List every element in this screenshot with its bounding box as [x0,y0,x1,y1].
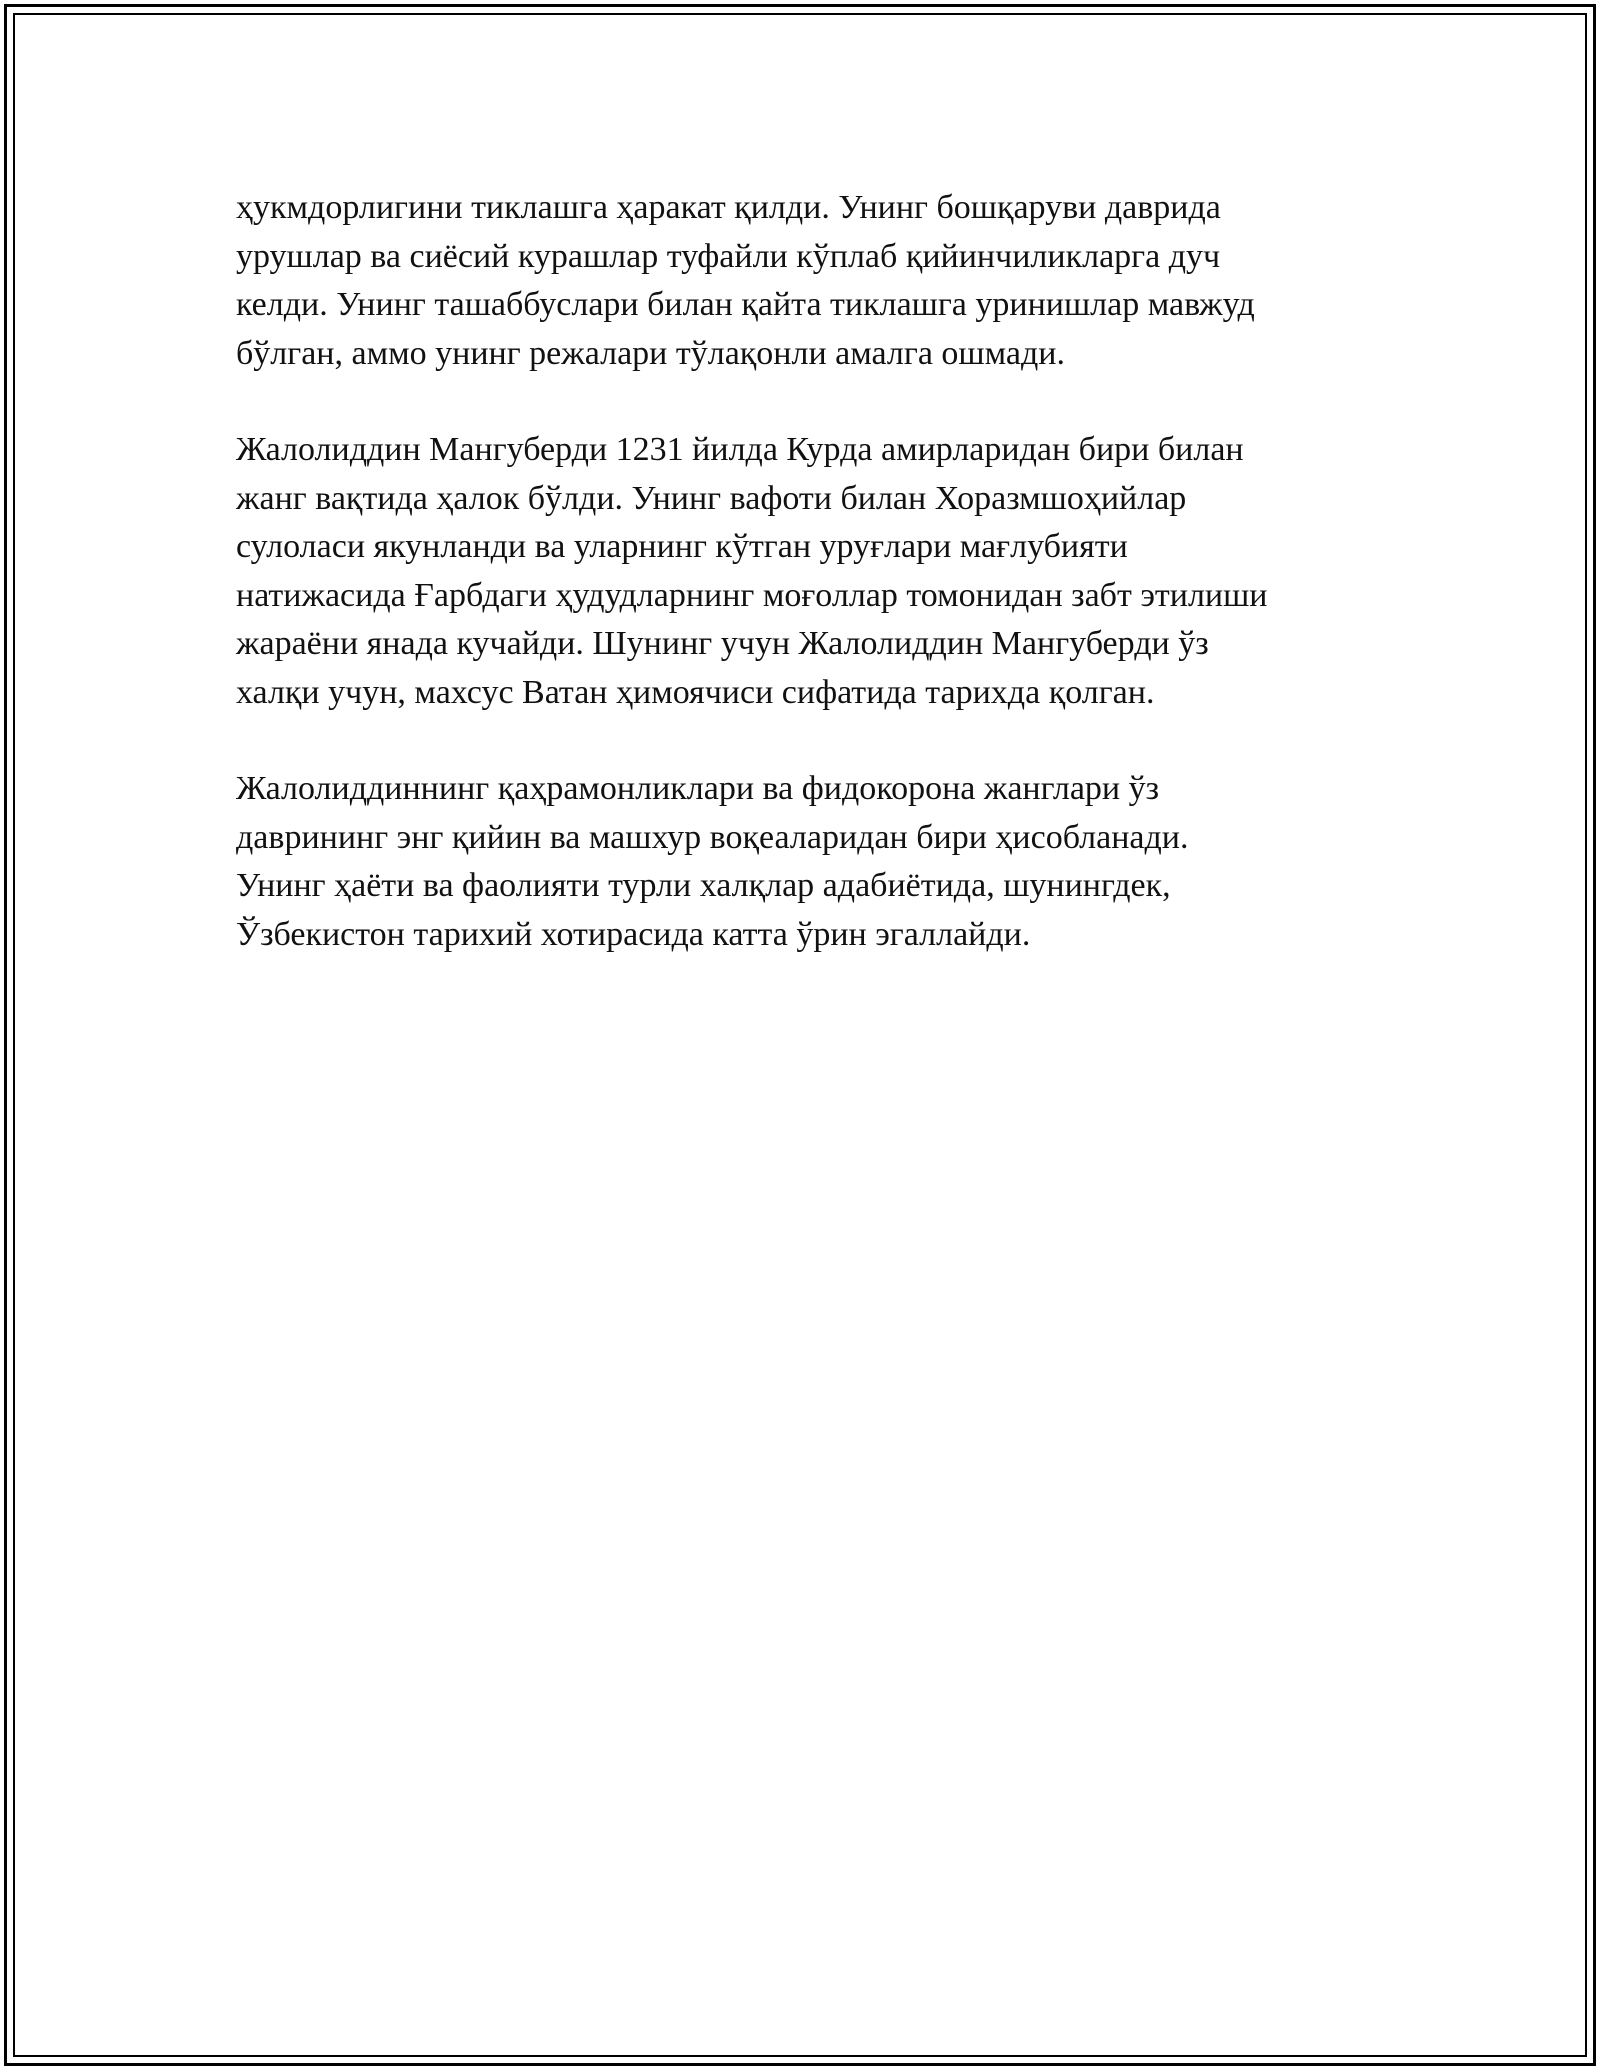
text-line: натижасида Ғарбдаги ҳудудларнинг моғоллар томонидан забт этилиши [236,576,1268,614]
text-line: Унинг ҳаёти ва фаолияти турли халқлар адабиётида, шунингдек, [236,867,1171,904]
text-line: келди. Унинг ташаббуслари билан қайта тиклашга уринишлар мавжуд [236,286,1255,323]
document-body [236,184,1366,1007]
text-line: урушлар ва сиёсий курашлар туфайли кўплаб қийинчиликларга дуч [236,237,1221,275]
text-line: Ўзбекистон тарихий хотирасида катта ўрин эгаллайди. [236,915,1031,953]
text-line: даврининг энг қийин ва машхур воқеаларидан бири ҳисобланади. [236,818,1189,856]
paragraph-2 [236,426,1366,717]
text-line: ҳукмдорлигини тиклашга ҳаракат қилди. Унинг бошқаруви даврида [236,189,1221,226]
paragraph-3 [236,765,1366,959]
text-line: Жалолиддиннинг қаҳрамонликлари ва фидокорона жанглари ўз [236,770,1160,807]
text-line: сулоласи якунланди ва уларнинг кўтган уруғлари мағлубияти [236,528,1128,565]
text-line: жанг вақтида ҳалок бўлди. Унинг вафоти билан Хоразмшоҳийлар [236,479,1187,517]
text-line: жараёни янада кучайди. Шунинг учун Жалолиддин Мангуберди ўз [236,625,1209,662]
paragraph-1 [236,184,1366,378]
text-line: халқи учун, махсус Ватан ҳимоячиси сифатида тарихда қолган. [236,673,1155,711]
text-line: бўлган, аммо унинг режалари тўлақонли амалга ошмади. [236,334,1065,372]
text-line: Жалолиддин Мангуберди 1231 йилда Курда амирларидан бири билан [236,431,1244,468]
